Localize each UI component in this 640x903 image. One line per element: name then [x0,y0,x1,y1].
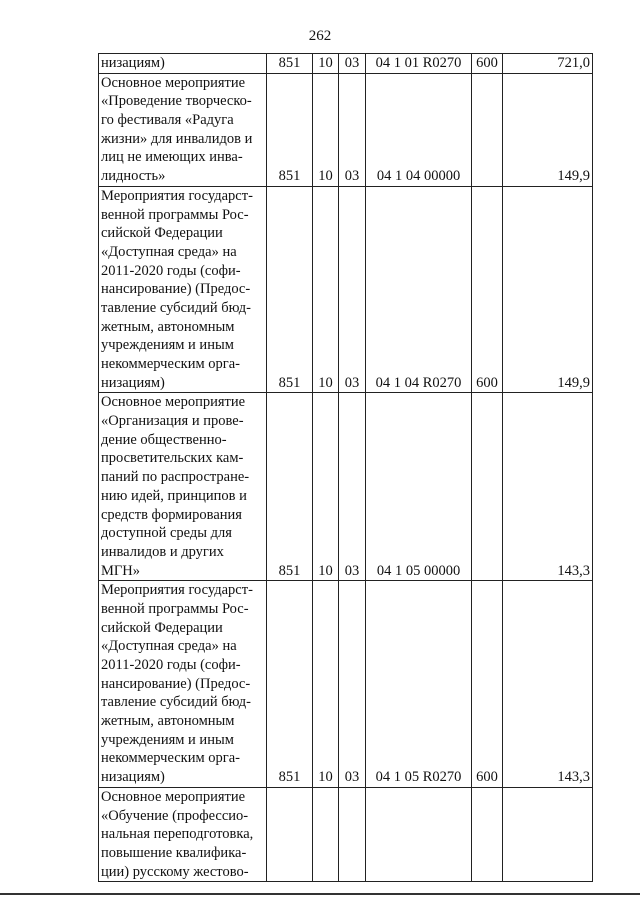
subsection-cell: 03 [339,73,366,186]
amount-cell: 143,3 [503,393,593,581]
description-line: 2011-2020 годы (софи- [101,657,241,674]
expense-type-cell [472,73,503,186]
table-row [99,581,593,788]
subsection-cell: 03 [339,54,366,74]
subsection-cell: 03 [339,186,366,393]
table-row [99,393,593,581]
description-line: просветительских кам- [101,450,244,467]
description-line: низациям) [101,55,165,72]
amount-cell: 149,9 [503,186,593,393]
expense-type-cell: 600 [472,186,503,393]
amount-cell: 149,9 [503,73,593,186]
description-line: жетным, автономным [101,318,235,335]
admin-code-cell [267,787,313,881]
description-line: повышение квалифика- [101,844,247,861]
table-row [99,787,593,881]
description-line: Основное мероприятие [101,394,246,411]
expense-type-cell: 600 [472,54,503,74]
subsection-cell [339,787,366,881]
description-line: паний по распростране- [101,469,250,486]
section-cell: 10 [313,54,339,74]
description-line: нию идей, принципов и [101,487,247,504]
description-line: нансирование) (Предос- [101,281,251,298]
description-line: «Доступная среда» на [101,243,237,260]
subsection-cell: 03 [339,581,366,788]
description-line: жетным, автономным [101,713,235,730]
description-line: низациям) [101,769,165,786]
budget-table-body [99,54,593,882]
description-line: «Организация и прове- [101,413,244,430]
target-article-cell: 04 1 05 00000 [366,393,472,581]
amount-cell: 721,0 [503,54,593,74]
admin-code-cell: 851 [267,54,313,74]
section-cell: 10 [313,581,339,788]
description-line: нансирование) (Предос- [101,675,251,692]
description-cell [99,787,267,881]
description-line: дение общественно- [101,431,227,448]
target-article-cell: 04 1 04 R0270 [366,186,472,393]
description-line: средств формирования [101,506,242,523]
description-line: некоммерческим орга- [101,356,240,373]
target-article-cell: 04 1 01 R0270 [366,54,472,74]
description-line: низациям) [101,374,165,391]
description-line: Мероприятия государст- [101,582,253,599]
description-line: «Обучение (профессио- [101,807,249,824]
page-number: 262 [308,28,332,44]
table-row [99,73,593,186]
expense-type-cell [472,787,503,881]
description-line: лиц не имеющих инва- [101,149,243,166]
description-line: Основное мероприятие [101,788,246,805]
description-cell [99,54,267,74]
admin-code-cell: 851 [267,581,313,788]
description-line: доступной среды для [101,525,232,542]
section-cell: 10 [313,73,339,186]
amount-cell: 143,3 [503,581,593,788]
target-article-cell: 04 1 05 R0270 [366,581,472,788]
table-row [99,186,593,393]
description-line: тавление субсидий бюд- [101,694,251,711]
section-cell: 10 [313,186,339,393]
section-cell [313,787,339,881]
admin-code-cell: 851 [267,393,313,581]
section-cell: 10 [313,393,339,581]
bottom-scan-edge [0,893,640,895]
description-line: Мероприятия государст- [101,187,253,204]
description-line: МГН» [101,562,140,579]
description-line: ции) русскому жестово- [101,863,249,880]
description-line: жизни» для инвалидов и [101,130,253,147]
description-cell [99,186,267,393]
expense-type-cell: 600 [472,581,503,788]
description-line: некоммерческим орга- [101,750,240,767]
description-line: Основное мероприятие [101,74,246,91]
description-line: инвалидов и других [101,543,224,560]
description-cell [99,73,267,186]
description-line: венной программы Рос- [101,206,249,223]
target-article-cell [366,787,472,881]
table-row [99,54,593,74]
expense-type-cell [472,393,503,581]
amount-cell [503,787,593,881]
description-line: 2011-2020 годы (софи- [101,262,241,279]
description-line: тавление субсидий бюд- [101,299,251,316]
budget-table [98,53,593,882]
admin-code-cell: 851 [267,186,313,393]
admin-code-cell: 851 [267,73,313,186]
subsection-cell: 03 [339,393,366,581]
description-line: сийской Федерации [101,225,223,242]
description-line: сийской Федерации [101,619,223,636]
description-cell [99,581,267,788]
description-line: нальная переподготовка, [101,826,254,843]
description-line: «Доступная среда» на [101,638,237,655]
description-line: венной программы Рос- [101,600,249,617]
description-cell [99,393,267,581]
description-line: «Проведение творческо- [101,93,252,110]
target-article-cell: 04 1 04 00000 [366,73,472,186]
description-line: учреждениям и иным [101,731,234,748]
description-line: лидность» [101,168,166,185]
description-line: го фестиваля «Радуга [101,112,234,129]
description-line: учреждениям и иным [101,337,234,354]
